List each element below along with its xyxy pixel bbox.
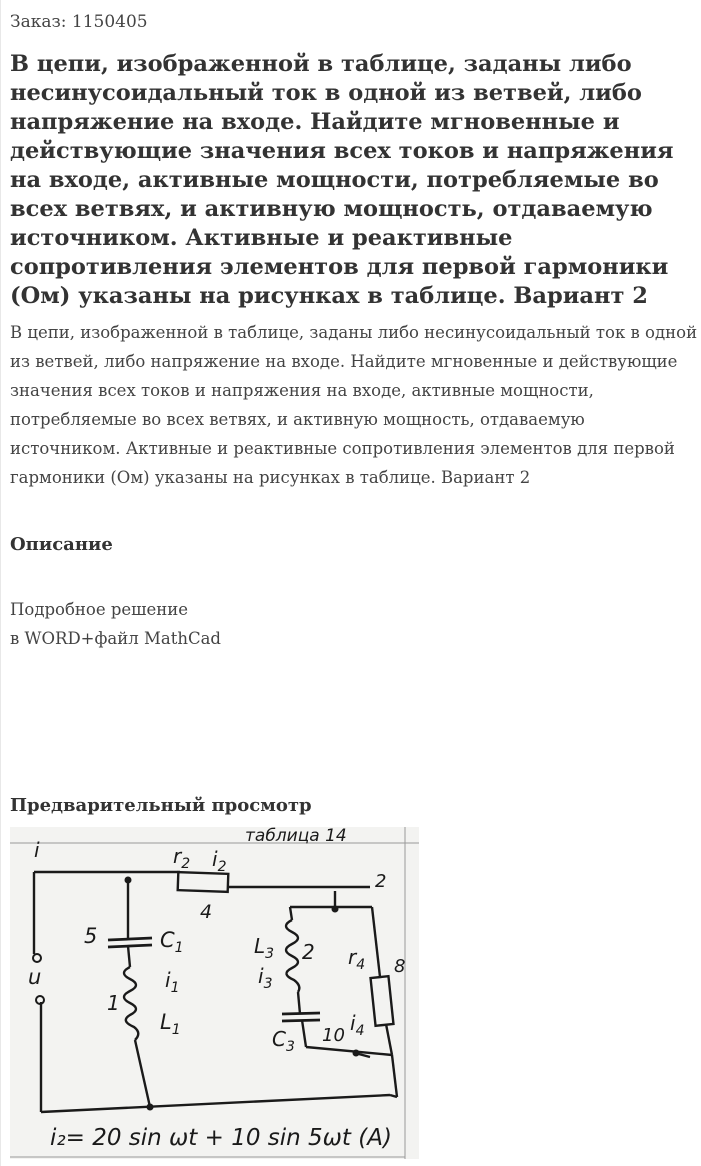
resistor-r2 [178,872,229,892]
table-header-text: таблица 14 [245,827,347,846]
label-c1: $C_1$ [160,928,184,956]
label-i4: $i_4$ [350,1011,365,1039]
junction-dot [147,1104,154,1111]
junction-dot [332,906,339,913]
description-line: в WORD+файл MathCad [10,629,221,648]
variant-number: 2 [375,871,387,892]
preview-heading: Предварительный просмотр [10,795,312,816]
value-l1: 1 [107,991,120,1015]
task-text: В цепи, изображенной в таблице, заданы либо несинусоидальный ток в одной из ветвей, либо напряжение на входе. Найдите мгновенные и действующие значения всех токов и напряжения на входе, активные мощности, потребляемые во всех ветвях, и активную мощность, отдаваемую источником. Активные и реактивные сопротивления элементов для первой гармоники (Ом) указаны на рисунках в таблице. Вариант 2 [10,323,698,487]
label-l3: $L_3$ [254,934,275,962]
value-l3: 2 [302,940,315,964]
description-text [10,595,221,653]
capacitor-c3 [282,1013,320,1021]
description-heading: Описание [10,534,113,555]
label-l1: $L_1$ [160,1010,181,1038]
value-r4: 8 [394,956,406,977]
current-formula: i₂= 20 sin ωt + 10 sin 5ωt (A) [50,1125,392,1151]
label-i: i [34,838,40,862]
description-line: Подробное решение [10,600,189,619]
page-title: В цепи, изображенной в таблице, заданы либо несинусоидальный ток в одной из ветвей, либо напряжение на входе. Найдите мгновенные и действующие значения всех токов и напряжения на входе, активные мощности, потребляемые во всех ветвях, и активную мощность, отдаваемую источником. Активные и реактивные сопротивления элементов для первой гармоники (Ом) указаны на рисунках в таблице. Вариант 2 [10,51,674,309]
inductor-l1 [124,967,138,1040]
value-c1: 5 [84,924,98,948]
order-number: Заказ: 1150405 [10,12,148,32]
junction-dot [125,877,132,884]
junction-dot [353,1050,360,1057]
preview-image [10,827,419,1159]
label-r2: $r_2$ [173,844,191,872]
label-r4: $r_4$ [348,945,366,973]
label-i2: $i_2$ [212,847,227,875]
resistor-r4 [371,976,394,1026]
capacitor-c1 [108,938,152,947]
label-c3: $C_3$ [272,1027,295,1055]
value-r2: 4 [200,901,213,923]
value-c3: 10 [322,1025,345,1046]
label-u: u [28,965,42,989]
circuit-diagram [10,827,419,1159]
label-i1: $i_1$ [165,968,180,996]
circuit-wires [34,872,397,1112]
label-i3: $i_3$ [258,964,273,992]
inductor-l3 [286,920,299,992]
terminal [33,954,41,962]
